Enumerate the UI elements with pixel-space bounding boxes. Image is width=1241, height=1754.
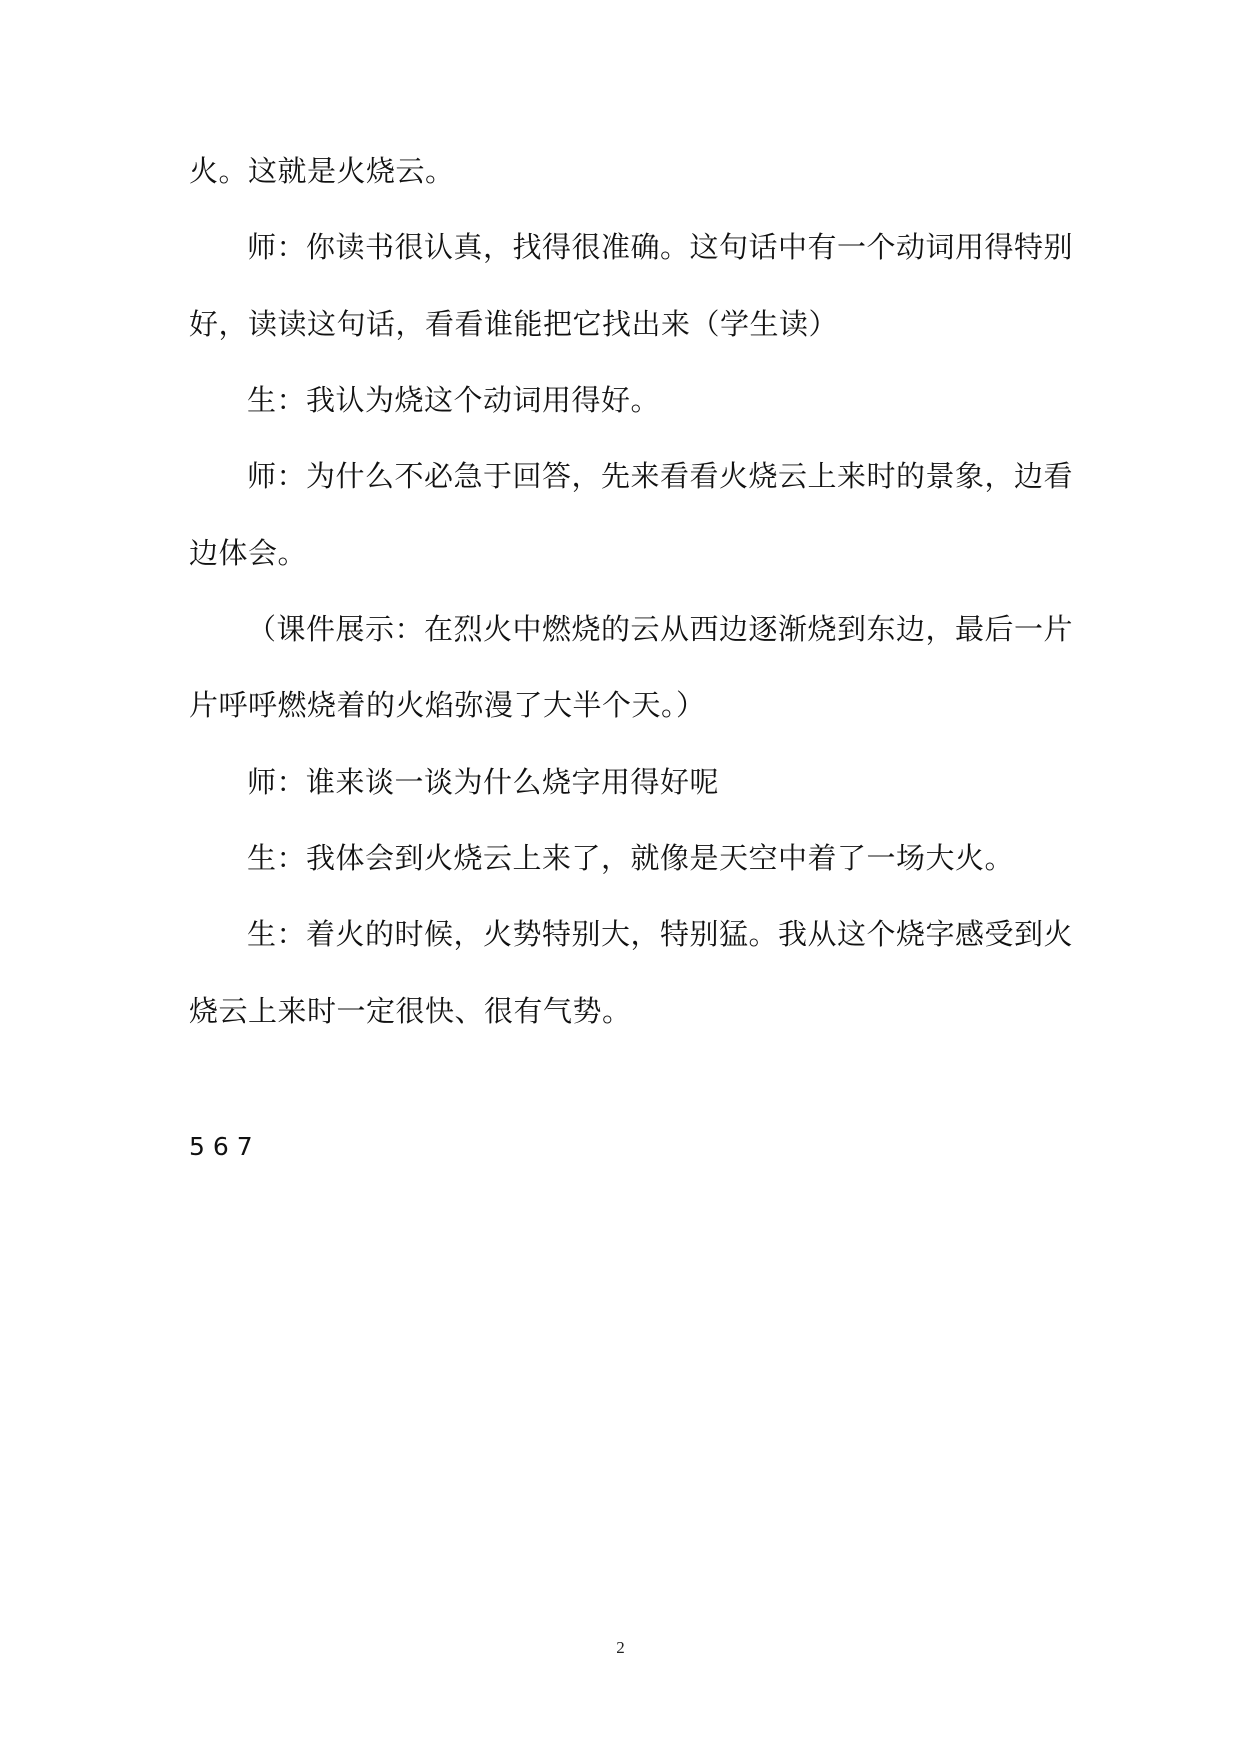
text-line: 师：谁来谈一谈为什么烧字用得好呢 xyxy=(247,765,720,799)
text-line: 生：着火的时候，火势特别大，特别猛。我从这个烧字感受到火 xyxy=(247,917,1074,951)
text-line: 烧云上来时一定很快、很有气势。 xyxy=(189,994,632,1028)
text-line: 好，读读这句话，看看谁能把它找出来（学生读） xyxy=(189,307,839,341)
number-text: 567 xyxy=(189,1132,261,1161)
text-line: 火。这就是火烧云。 xyxy=(189,154,455,188)
text-line: 生：我认为烧这个动词用得好。 xyxy=(247,383,661,417)
text-line: （课件展示：在烈火中燃烧的云从西边逐渐烧到东边，最后一片 xyxy=(247,612,1074,646)
page-number: 2 xyxy=(616,1638,625,1657)
text-line: 师：为什么不必急于回答，先来看看火烧云上来时的景象，边看 xyxy=(247,459,1074,493)
text-line: 师：你读书很认真，找得很准确。这句话中有一个动词用得特别 xyxy=(247,230,1074,264)
text-line: 边体会。 xyxy=(189,536,308,570)
text-line: 片呼呼燃烧着的火焰弥漫了大半个天。） xyxy=(189,688,706,722)
text-line: 生：我体会到火烧云上来了，就像是天空中着了一场大火。 xyxy=(247,841,1015,875)
